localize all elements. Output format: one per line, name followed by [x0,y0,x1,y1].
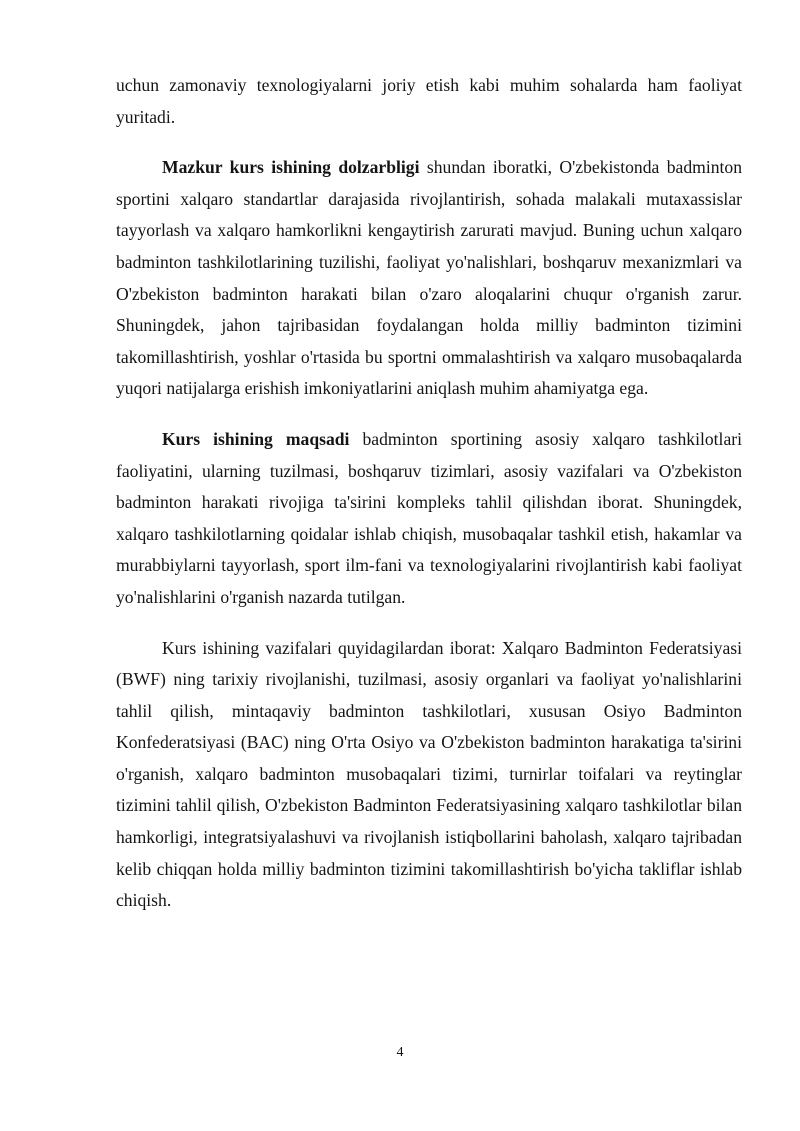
paragraph-goal [116,424,742,614]
document-body [116,70,742,936]
page-number: 4 [396,1045,404,1060]
paragraph-text: shundan iboratki, O'zbekistonda badminton sportini xalqaro standartlar darajasida rivojlantirish, sohada malakali mutaxassislar tayyorlash va xalqaro hamkorlikni kengaytirish zarurati mavjud. Buning uchun xalqaro badminton tashkilotlarining tuzilishi, faoliyat yo'nalishlari, boshqaruv mexanizmlari va O'zbekiston badminton harakati bilan o'zaro aloqalarini chuqur o'rganish zarur. Shuningdek, jahon tajribasidan foydalangan holda milliy badminton tizimini takomillashtirish, yoshlar o'rtasida bu sportni ommalashtirish va xalqaro musobaqalarda yuqori natijalarga erishish imkoniyatlarini aniqlash muhim ahamiyatga ega. [116,157,742,399]
paragraph-text: Kurs ishining vazifalari quyidagilardan iborat: Xalqaro Badminton Federatsiyasi (BWF) ning tarixiy rivojlanishi, tuzilmasi, asosiy organlari va faoliyat yo'nalishlarini tahlil qilish, mintaqaviy badminton tashkilotlari, xususan Osiyo Badminton Konfederatsiyasi (BAC) ning O'rta Osiyo va O'zbekiston badminton harakatiga ta'sirini o'rganish, xalqaro badminton musobaqalari tizimi, turnirlar toifalari va reytinglar tizimini tahlil qilish, O'zbekiston Badminton Federatsiyasining xalqaro tashkilotlar bilan hamkorligi, integratsiyalashuvi va rivojlanish istiqbollarini baholash, xalqaro tajribadan kelib chiqqan holda milliy badminton tizimini takomillashtirish bo'yicha takliflar ishlab chiqish. [116,637,742,911]
paragraph-text: badminton sportining asosiy xalqaro tashkilotlari faoliyatini, ularning tuzilmasi, boshqaruv tizimlari, asosiy vazifalari va O'zbekiston badminton harakati rivojiga ta'sirini kompleks tahlil qilishdan iborat. Shuningdek, xalqaro tashkilotlarning qoidalar ishlab chiqish, musobaqalar tashkil etish, hakamlar va murabbiylarni tayyorlash, sport ilm-fani va texnologiyalarini rivojlantirish kabi faoliyat yo'nalishlarini o'rganish nazarda tutilgan. [116,428,742,607]
paragraph-lead: Mazkur kurs ishining dolzarbligi [162,157,420,178]
paragraph-lead: Kurs ishining maqsadi [162,428,350,449]
paragraph-tasks [116,633,742,917]
paragraph-continuation [116,70,742,133]
paragraph-relevance [116,152,742,405]
paragraph-text: uchun zamonaviy texnologiyalarni joriy etish kabi muhim sohalarda ham faoliyat yuritadi. [116,75,742,127]
